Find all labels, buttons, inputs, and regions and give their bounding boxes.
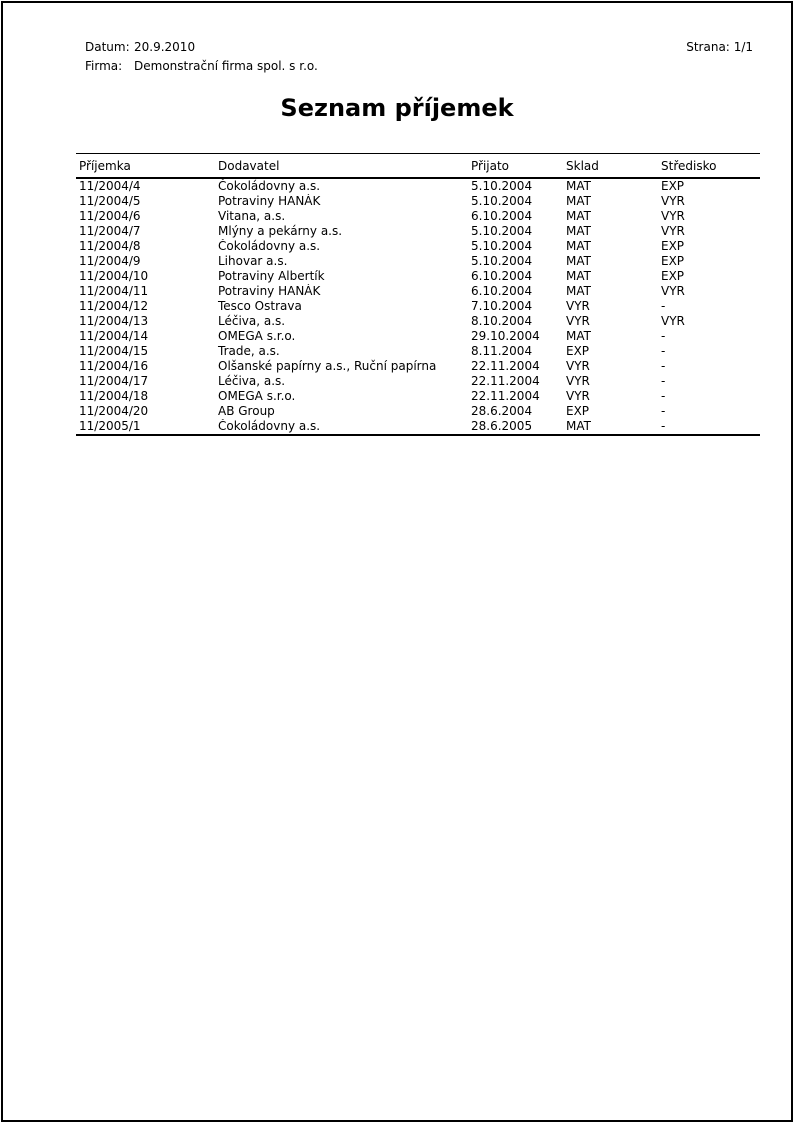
cell-prijato: 28.6.2004 [471,404,533,418]
cell-stredisko: - [661,419,666,433]
cell-prijemka: 11/2004/7 [79,224,141,238]
cell-dodavatel: Mlýny a pekárny a.s. [218,224,343,238]
report-page [1,1,793,1122]
date-value: 20.9.2010 [134,40,196,54]
cell-stredisko: EXP [661,269,685,283]
cell-prijemka: 11/2004/13 [79,314,149,328]
page-number-value: 1/1 [733,40,753,54]
table-row [76,374,760,389]
cell-dodavatel: Potraviny Albertík [218,269,325,283]
report-title: Seznam příjemek [280,94,514,122]
company-value: Demonstrační firma spol. s r.o. [134,59,318,73]
cell-dodavatel: OMEGA s.r.o. [218,329,296,343]
cell-dodavatel: Lihovar a.s. [218,254,288,268]
receipts-table-body [76,178,760,435]
date-row [85,38,318,57]
page-number [686,38,753,76]
cell-sklad: MAT [566,284,591,298]
company-label: Firma: [85,59,123,73]
cell-prijato: 5.10.2004 [471,254,533,268]
report-header [85,38,753,76]
cell-prijato: 5.10.2004 [471,194,533,208]
cell-prijemka: 11/2004/10 [79,269,149,283]
cell-dodavatel: Léčiva, a.s. [218,374,286,388]
cell-sklad: VYR [566,314,590,328]
table-row [76,178,760,194]
cell-sklad: MAT [566,194,591,208]
column-header-sklad: Sklad [566,159,599,173]
cell-prijato: 8.10.2004 [471,314,533,328]
table-row [76,314,760,329]
cell-prijemka: 11/2004/5 [79,194,141,208]
cell-sklad: MAT [566,239,591,253]
date-label: Datum: [85,40,130,54]
cell-sklad: EXP [566,404,590,418]
cell-prijato: 22.11.2004 [471,389,540,403]
cell-dodavatel: AB Group [218,404,275,418]
cell-prijato: 28.6.2005 [471,419,533,433]
cell-prijato: 6.10.2004 [471,269,533,283]
table-row [76,224,760,239]
table-row [76,284,760,299]
receipts-table [76,153,760,436]
cell-prijemka: 11/2004/9 [79,254,141,268]
cell-prijato: 5.10.2004 [471,239,533,253]
cell-prijemka: 11/2004/6 [79,209,141,223]
cell-prijemka: 11/2004/11 [79,284,149,298]
cell-sklad: MAT [566,224,591,238]
table-row [76,209,760,224]
cell-stredisko: - [661,374,666,388]
column-header-prijemka: Příjemka [79,159,131,173]
header-left [85,38,318,76]
cell-dodavatel: Čokoládovny a.s. [218,179,321,193]
column-header-stredisko: Středisko [661,159,717,173]
cell-dodavatel: Čokoládovny a.s. [218,419,321,433]
cell-sklad: MAT [566,179,591,193]
cell-sklad: MAT [566,254,591,268]
cell-dodavatel: Čokoládovny a.s. [218,239,321,253]
cell-sklad: VYR [566,389,590,403]
cell-stredisko: - [661,299,666,313]
company-row [85,57,318,76]
table-row [76,329,760,344]
cell-prijemka: 11/2005/1 [79,419,141,433]
table-row [76,344,760,359]
cell-prijato: 6.10.2004 [471,209,533,223]
cell-prijemka: 11/2004/16 [79,359,149,373]
cell-prijemka: 11/2004/8 [79,239,141,253]
column-header-prijato: Přijato [471,159,510,173]
table-row [76,254,760,269]
cell-stredisko: EXP [661,179,685,193]
cell-prijemka: 11/2004/18 [79,389,149,403]
cell-stredisko: - [661,389,666,403]
cell-prijato: 5.10.2004 [471,179,533,193]
cell-stredisko: EXP [661,239,685,253]
cell-dodavatel: Léčiva, a.s. [218,314,286,328]
table-row [76,404,760,419]
table-row [76,299,760,314]
table-header-row [76,154,760,179]
cell-sklad: VYR [566,299,590,313]
cell-dodavatel: Trade, a.s. [218,344,280,358]
cell-prijato: 22.11.2004 [471,359,540,373]
cell-dodavatel: Tesco Ostrava [218,299,302,313]
cell-stredisko: VYR [661,224,685,238]
cell-stredisko: - [661,359,666,373]
cell-sklad: MAT [566,209,591,223]
cell-dodavatel: Potraviny HANÁK [218,284,321,298]
cell-dodavatel: Olšanské papírny a.s., Ruční papírna [218,359,437,373]
cell-prijemka: 11/2004/20 [79,404,149,418]
cell-prijato: 8.11.2004 [471,344,533,358]
cell-sklad: MAT [566,329,591,343]
table-row [76,389,760,404]
cell-prijemka: 11/2004/12 [79,299,149,313]
cell-sklad: VYR [566,374,590,388]
cell-stredisko: - [661,329,666,343]
table-row [76,194,760,209]
cell-prijato: 22.11.2004 [471,374,540,388]
page-number-label: Strana: [686,40,730,54]
table-row [76,239,760,254]
cell-sklad: EXP [566,344,590,358]
cell-prijemka: 11/2004/4 [79,179,141,193]
cell-stredisko: - [661,404,666,418]
table-row [76,419,760,435]
cell-prijato: 5.10.2004 [471,224,533,238]
cell-stredisko: VYR [661,209,685,223]
cell-dodavatel: Potraviny HANÁK [218,194,321,208]
cell-stredisko: VYR [661,194,685,208]
cell-stredisko: VYR [661,314,685,328]
cell-sklad: VYR [566,359,590,373]
table-row [76,359,760,374]
cell-prijato: 6.10.2004 [471,284,533,298]
table-row [76,269,760,284]
cell-prijemka: 11/2004/15 [79,344,149,358]
cell-dodavatel: OMEGA s.r.o. [218,389,296,403]
cell-stredisko: VYR [661,284,685,298]
cell-prijato: 7.10.2004 [471,299,533,313]
cell-stredisko: - [661,344,666,358]
cell-sklad: MAT [566,419,591,433]
cell-dodavatel: Vitana, a.s. [218,209,286,223]
cell-prijato: 29.10.2004 [471,329,540,343]
cell-stredisko: EXP [661,254,685,268]
cell-prijemka: 11/2004/17 [79,374,149,388]
cell-prijemka: 11/2004/14 [79,329,149,343]
column-header-dodavatel: Dodavatel [218,159,280,173]
cell-sklad: MAT [566,269,591,283]
